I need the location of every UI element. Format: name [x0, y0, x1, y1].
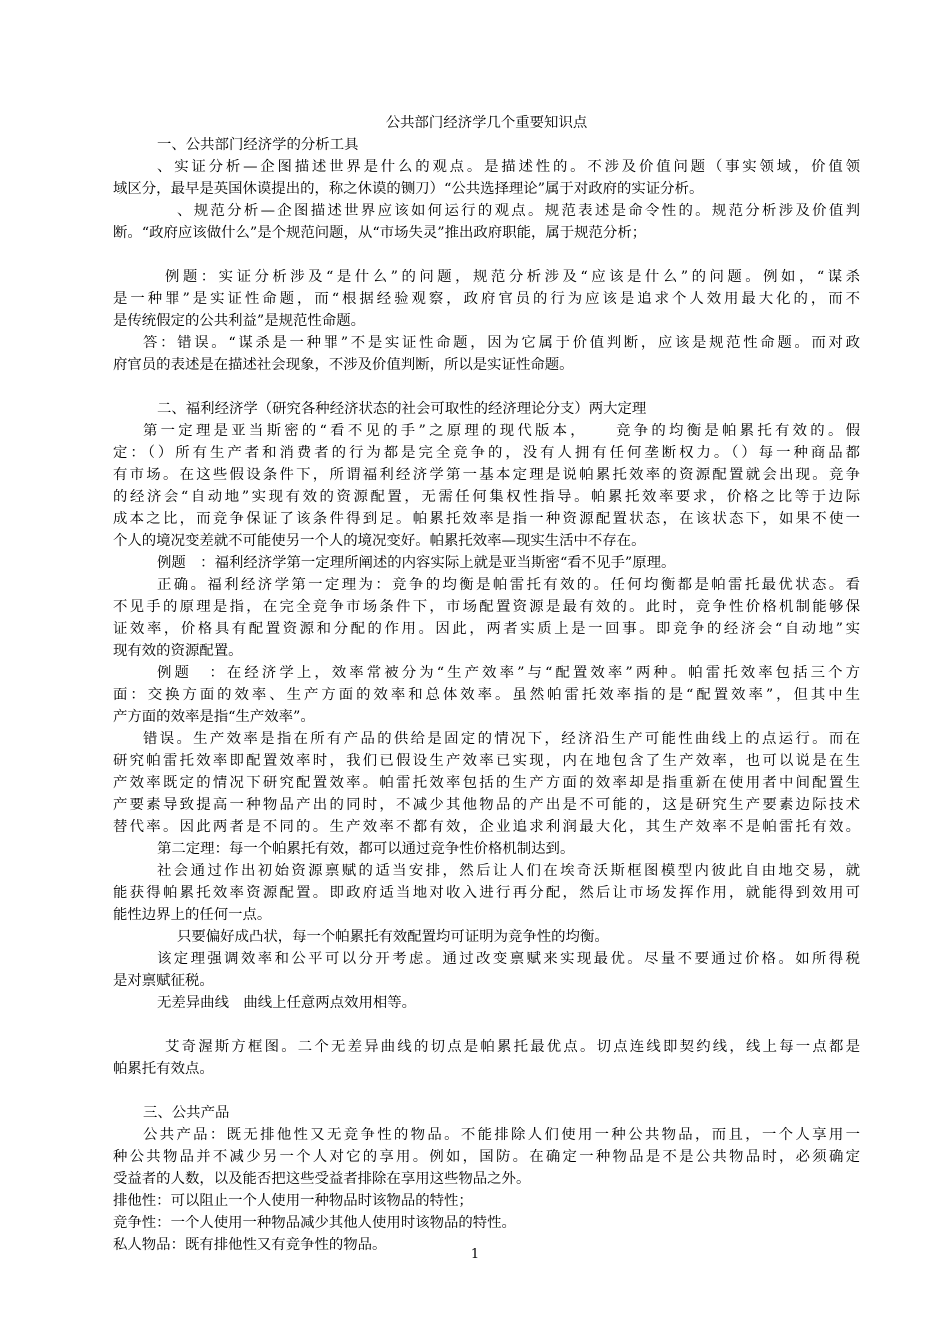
paragraph-line: 无差异曲线 曲线上任意两点效用相等。 — [157, 995, 417, 1011]
paragraph-line: 公共产品：既无排他性又无竞争性的物品。不能排除人们使用一种公共物品，而且，一个人享用一 — [143, 1127, 860, 1143]
paragraph-line: 例题 ：在经济学上，效率常被分为“生产效率”与“配置效率”两种。帕雷托效率包括三个方 — [157, 665, 860, 681]
paragraph-line: 该定理强调效率和公平可以分开考虑。通过改变禀赋来实现最优。尽量不要通过价格。如所得税 — [157, 951, 860, 967]
paragraph-line: 、实证分析—企图描述世界是什么的观点。是描述性的。不涉及价值问题（事实领域，价值领 — [157, 159, 860, 175]
paragraph-line: 现有效的资源配置。 — [113, 643, 243, 659]
paragraph-line: 府官员的表述是在描述社会现象，不涉及价值判断，所以是实证性命题。 — [113, 357, 574, 373]
paragraph-line: 个人的境况变差就不可能使另一个人的境况变好。帕累托效率—现实生活中不存在。 — [113, 533, 646, 549]
paragraph-line: 产方面的效率是指“生产效率”。 — [113, 709, 315, 725]
paragraph-line: 、规范分析—企图描述世界应该如何运行的观点。规范表述是命令性的。规范分析涉及价值判 — [177, 203, 860, 219]
paragraph-line: 只要偏好成凸状，每一个帕累托有效配置均可证明为竞争性的均衡。 — [177, 929, 609, 945]
paragraph-line: 例题 ：福利经济学第一定理所阐述的内容实际上就是亚当斯密“看不见手”原理。 — [157, 555, 676, 571]
paragraph-line: 面：交换方面的效率、生产方面的效率和总体效率。虽然帕雷托效率指的是“配置效率”，但其中生 — [113, 687, 860, 703]
section-heading-1: 一、公共部门经济学的分析工具 — [157, 137, 359, 153]
paragraph-line: 成本之比，而竞争保证了该条件得到足。帕累托效率是指一种资源配置状态，在该状态下，如果不使一 — [113, 511, 860, 527]
paragraph-line: 答：错误。“谋杀是一种罪”不是实证性命题，因为它属于价值判断，应该是规范性命题。而对政 — [143, 335, 860, 351]
paragraph-line: 替代率。因此两者是不同的。生产效率不都有效，企业追求利润最大化，其生产效率不是帕雷托有效。 — [113, 819, 860, 835]
paragraph-line: 证效率，价格具有配置资源和分配的作用。因此，两者实质上是一回事。即竞争的经济会“自动地”实 — [113, 621, 860, 637]
paragraph-line: 例题：实证分析涉及“是什么”的问题，规范分析涉及“应该是什么”的问题。例如，“谋杀 — [165, 269, 860, 285]
paragraph-line: 断。“政府应该做什么”是个规范问题，从“市场失灵”推出政府职能，属于规范分析； — [113, 225, 647, 241]
paragraph-line: 第二定理：每一个帕累托有效，都可以通过竞争性价格机制达到。 — [157, 841, 575, 857]
paragraph-line: 第一定理是亚当斯密的“看不见的手”之原理的现代版本， 竞争的均衡是帕累托有效的。假 — [143, 423, 860, 439]
paragraph-line: 定：（）所有生产者和消费者的行为都是完全竞争的，没有人拥有任何垄断权力。（）每一种商品都 — [113, 445, 860, 461]
paragraph-line: 产要素导致提高一种物品产出的同时，不减少其他物品的产出是不可能的，这是研究生产要素边际技术 — [113, 797, 860, 813]
paragraph-line: 艾奇渥斯方框图。二个无差异曲线的切点是帕累托最优点。切点连线即契约线，线上每一点都是 — [165, 1039, 860, 1055]
page-title: 公共部门经济学几个重要知识点 — [385, 115, 588, 131]
paragraph-line: 是传统假定的公共利益”是规范性命题。 — [113, 313, 365, 329]
paragraph-line: 种公共物品并不减少另一个人对它的享用。例如，国防。在确定一种物品是不是公共物品时，必须确定 — [113, 1149, 860, 1165]
paragraph-line: 域区分，最早是英国休谟提出的，称之休谟的铡刀）“公共选择理论”属于对政府的实证分析。 — [113, 181, 704, 197]
paragraph-line: 是一种罪”是实证性命题，而“根据经验观察，政府官员的行为应该是追求个人效用最大化的，而不 — [113, 291, 860, 307]
document-body — [113, 112, 860, 1256]
paragraph-line: 正确。福利经济学第一定理为：竞争的均衡是帕雷托有效的。任何均衡都是帕雷托最优状态。看 — [157, 577, 860, 593]
paragraph-line: 错误。生产效率是指在所有产品的供给是固定的情况下，经济沿生产可能性曲线上的点运行。而在 — [143, 731, 860, 747]
paragraph-line: 研究帕雷托效率即配置效率时，我们已假设生产效率已实现，内在地包含了生产效率，也可以说是在生 — [113, 753, 860, 769]
paragraph-line: 有市场。在这些假设条件下，所谓福利经济学第一基本定理是说帕累托效率的资源配置就会出现。竞争 — [113, 467, 860, 483]
paragraph-line: 帕累托有效点。 — [113, 1061, 214, 1077]
paragraph-line: 社会通过作出初始资源禀赋的适当安排，然后让人们在埃奇沃斯框图模型内彼此自由地交易，就 — [157, 863, 860, 879]
page-number: 1 — [470, 1247, 480, 1262]
section-heading-3: 三、公共产品 — [143, 1105, 230, 1121]
paragraph-line: 排他性：可以阻止一个人使用一种物品时该物品的特性； — [113, 1193, 473, 1209]
paragraph-line: 竞争性：一个人使用一种物品减少其他人使用时该物品的特性。 — [113, 1215, 516, 1231]
paragraph-line: 的经济会“自动地”实现有效的资源配置，无需任何集权性指导。帕累托效率要求，价格之比等于边际 — [113, 489, 860, 505]
section-heading-2: 二、福利经济学（研究各种经济状态的社会可取性的经济理论分支）两大定理 — [157, 401, 647, 417]
paragraph-line: 能性边界上的任何一点。 — [113, 907, 272, 923]
paragraph-line: 受益者的人数，以及能否把这些受益者排除在享用这些物品之外。 — [113, 1171, 531, 1187]
paragraph-line: 产效率既定的情况下研究配置效率。帕雷托效率包括的生产方面的效率却是指重新在使用者中间配置生 — [113, 775, 860, 791]
paragraph-line: 是对禀赋征税。 — [113, 973, 214, 989]
paragraph-line: 私人物品：既有排他性又有竞争性的物品。 — [113, 1237, 387, 1253]
paragraph-line: 能获得帕累托效率资源配置。即政府适当地对收入进行再分配，然后让市场发挥作用，就能得到效用可 — [113, 885, 860, 901]
paragraph-line: 不见手的原理是指，在完全竞争市场条件下，市场配置资源是最有效的。此时，竞争性价格机制能够保 — [113, 599, 860, 615]
